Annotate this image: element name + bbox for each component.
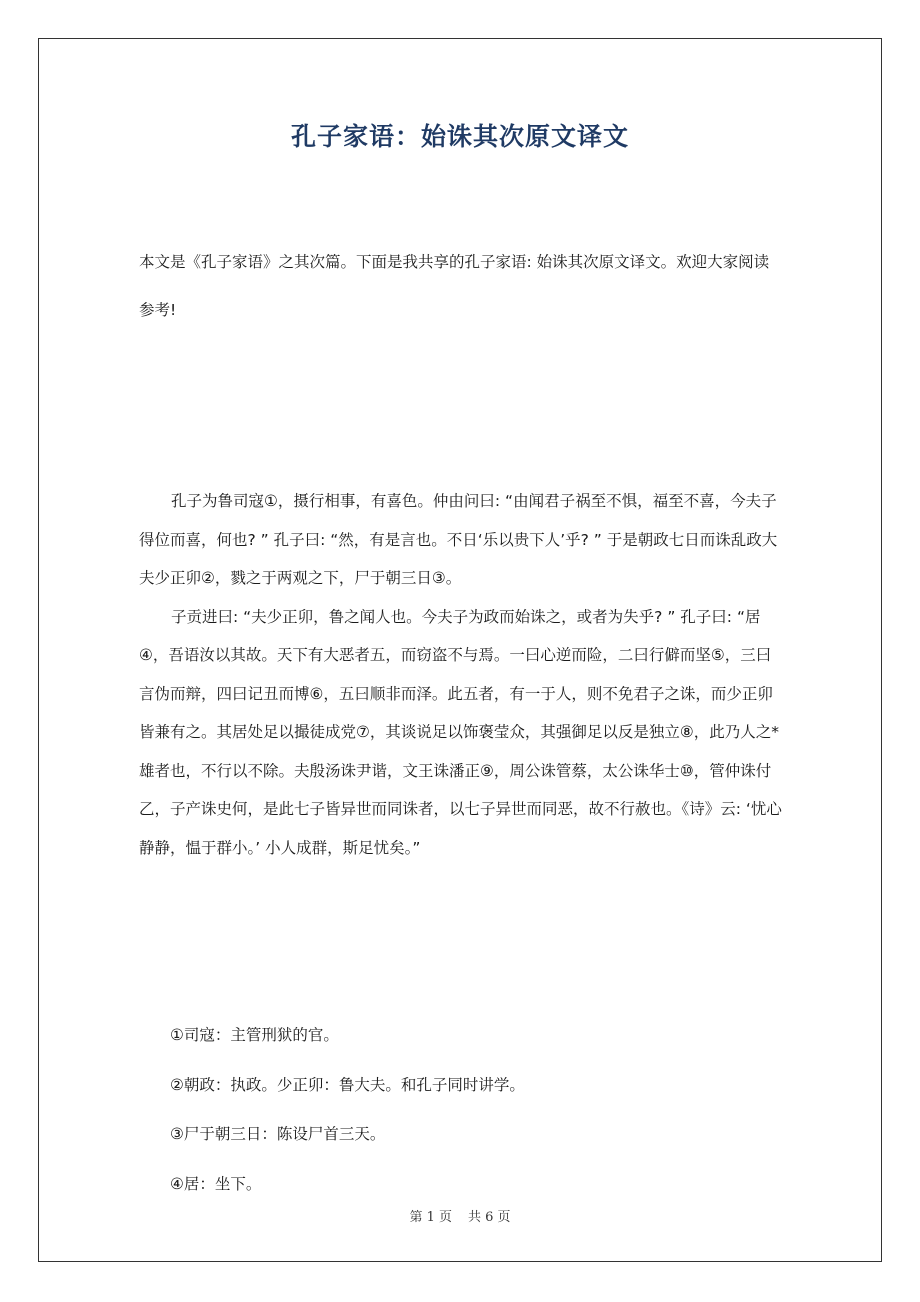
paragraph-2: 子贡进曰: “夫少正卯，鲁之闻人也。今夫子为政而始诛之，或者为失乎? ” 孔子曰: “居④，吾语汝以其故。天下有大恶者五，而窃盗不与焉。一曰心逆而险，二曰行僻而坚⑤，三曰言伪而辩，四曰记丑而博⑥，五曰顺非而泽。此五者，有一于人，则不免君子之诛，而少正卯皆兼有之。其居处足以撮徒成党⑦，其谈说足以饰褒莹众，其强御足以反是独立⑧，此乃人之*雄者也，不行以不除。夫殷汤诛尹谐，文王诛潘正⑨，周公诛管蔡，太公诛华士⑩，管仲诛付乙，子产诛史何，是此七子皆异世而同诛者，以七子异世而同恶，故不行赦也。《诗》云: ‘忧心静静，愠于群小。’ 小人成群，斯足忧矣。” [139,607,782,857]
intro-paragraph: 本文是《孔子家语》之其次篇。下面是我共享的孔子家语: 始诛其次原文译文。欢迎大家阅读参考! [139,253,770,319]
main-text [139,482,783,867]
note-4: ④居：坐下。 [170,1174,262,1193]
paragraph-1: 孔子为鲁司寇①，摄行相事，有喜色。仲由问曰: “由闻君子祸至不惧，福至不喜，今夫子得位而喜，何也? ” 孔子曰: “然，有是言也。不日‘乐以贵下人’乎? ” 于是朝政七日而诛乱政大夫少正卯②，戮之于两观之下，尸于朝三日③。 [139,492,778,587]
note-1: ①司寇：主管刑狱的官。 [170,1026,339,1044]
page-footer [0,1206,920,1225]
note-2: ②朝政：执政。少正卯：鲁大夫。和孔子同时讲学。 [170,1075,525,1094]
note-3: ③尸于朝三日：陈设尸首三天。 [170,1125,386,1143]
annotation-notes [170,1011,770,1209]
page-number: 第 1 页 [409,1210,452,1225]
page-total: 共 6 页 [468,1210,511,1225]
document-title: 孔子家语：始诛其次原文译文 [290,122,629,151]
